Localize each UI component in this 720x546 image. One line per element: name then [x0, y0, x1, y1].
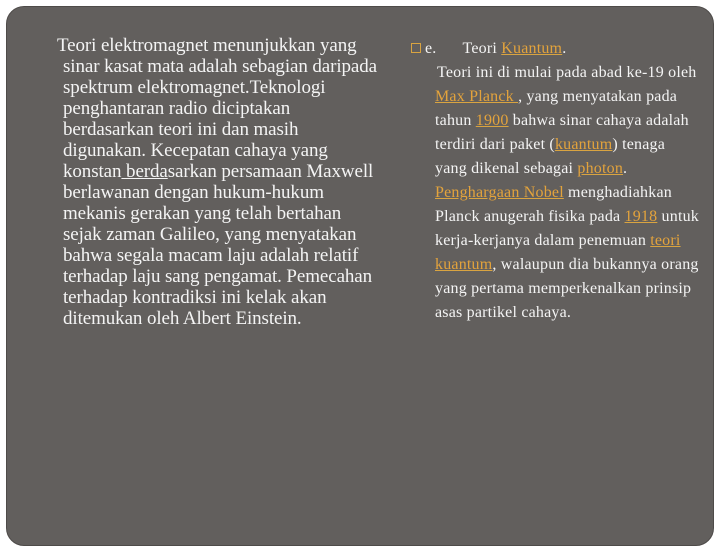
body-text-5: .: [623, 160, 628, 177]
link-teori-kuantum[interactable]: teori kuantum: [435, 232, 681, 273]
slide: [6, 6, 714, 546]
body-text-2: , yang menyatakan pada tahun: [435, 88, 678, 129]
link-1900[interactable]: 1900: [475, 112, 509, 129]
left-text-part-2: sarkan persamaan Maxwell berlawanan dengan hukum-hukum mekanis gerakan yang telah bertahan sejak zaman Galileo, yang menyatakan bahwa segala macam laju adalah relatif terhadap laju sang pengamat. Pemecahan terhadap kontradiksi ini kelak akan ditemukan oleh Albert Einstein.: [63, 161, 374, 329]
link-penghargaan-nobel[interactable]: Penghargaan Nobel: [435, 184, 564, 201]
bullet-icon: [411, 43, 421, 53]
link-kuantum-heading[interactable]: Kuantum: [501, 40, 563, 57]
left-text-block: [57, 35, 383, 329]
body-text-7: untuk kerja-kerjanya dalam penemuan: [435, 208, 699, 249]
left-link-berdasarkan[interactable]: berda: [121, 161, 168, 182]
body-text-3: bahwa sinar cahaya adalah terdiri dari paket (: [435, 112, 689, 153]
section-heading: [411, 37, 701, 61]
body-text-8: , walaupun dia bukannya orang yang pertama memperkenalkan prinsip asas partikel cahaya.: [435, 256, 699, 321]
body-text-4: ) tenaga yang dikenal sebagai: [435, 136, 666, 177]
section-enumerator: e.: [425, 40, 437, 57]
link-kuantum[interactable]: kuantum: [554, 136, 613, 153]
section-body: [411, 61, 701, 325]
heading-period: .: [562, 40, 567, 57]
heading-text: Teori: [462, 40, 502, 57]
link-photon[interactable]: photon: [577, 160, 624, 177]
right-text-block: [411, 37, 701, 325]
link-max-planck[interactable]: Max Planck: [435, 88, 519, 105]
link-1918[interactable]: 1918: [624, 208, 658, 225]
body-text-6: menghadiahkan Planck anugerah fisika pada: [435, 184, 672, 225]
body-text-1: Teori ini di mulai pada abad ke-19 oleh: [437, 64, 697, 81]
left-text-part-1: Teori elektromagnet menunjukkan yang sinar kasat mata adalah sebagian daripada spektrum elektromagnet.Teknologi penghantaran radio diciptakan berdasarkan teori ini dan masih digunakan. Kecepatan cahaya yang konstan: [57, 35, 378, 182]
